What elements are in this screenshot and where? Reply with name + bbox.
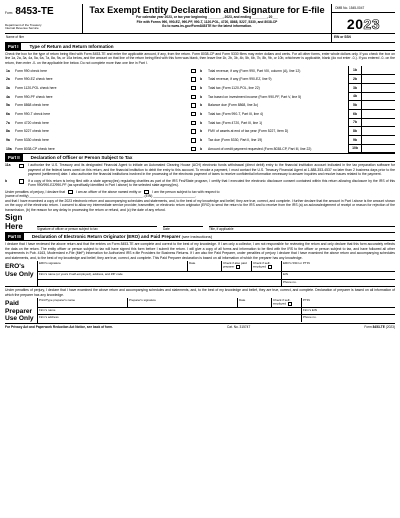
penalties-lead: Under penalties of perjury, I declare that [5,189,66,194]
line-letter: b [200,146,203,151]
state-disclosure [5,178,395,189]
part1-row [5,119,200,128]
penalties-declaration [5,189,395,214]
part1-row [5,136,200,145]
officer-title-field[interactable]: Title, if applicable [209,226,395,232]
ero-self-employed-label: Check if self-employed [253,260,271,269]
privacy-notice: For Privacy Act and Paperwork Reduction Act Notice, see back of form. [5,324,113,329]
line-number: 4a [6,94,10,99]
part1-amount-row [200,145,395,154]
form-type-label: Form 990 check here [15,68,48,73]
line-number: 1a [6,68,10,73]
ero-address-field[interactable] [38,280,282,286]
filer-name-field[interactable]: Name of filer [6,35,25,39]
line-number: 6a [6,112,10,117]
amount-field[interactable] [361,66,395,75]
form-id-block [5,4,83,33]
line-number: 5a [6,103,10,108]
line-box-label: 4b [348,93,361,102]
firm-name-field[interactable]: Firm's name [38,308,302,314]
tax-year [332,13,395,34]
firm-phone-field[interactable]: Phone no. [303,314,317,319]
line-letter: b [200,120,203,125]
firm-ein-field[interactable]: Firm's EIN [303,307,317,312]
amount-description: Total revenue, if any (Form 990-EZ, line 9) [208,77,272,82]
part1-amount-row [200,101,395,110]
year-outline: 23 [363,16,381,32]
firm-address-field[interactable]: Firm's address [38,315,302,322]
ero-signature-field[interactable]: ERO's signature [38,261,188,271]
preparer-self-employed-checkbox[interactable] [288,302,292,306]
line-box-label: 9b [348,136,361,145]
line-letter: b [200,68,203,73]
part3-title [24,234,212,240]
part3-tag: Part III [5,233,24,240]
form-type-checkbox[interactable] [191,112,196,117]
preparer-self-employed-label: Check if self-employed [273,297,291,306]
part1-header [5,43,395,51]
ach-authorization [5,162,395,177]
line-box-label: 7b [348,119,361,128]
line-letter: b [200,103,203,108]
sign-here-label: Sign Here [5,213,23,232]
form-prefix: Form [5,11,13,15]
part2-tag: Part II [5,154,23,161]
signature-fields [37,213,395,232]
line-number: 10a [6,146,12,151]
part1-row [5,84,200,93]
form-footer [5,324,395,329]
amount-description: Amount of credit payment requested (Form 8038-CP, Part III, line 22) [208,146,312,151]
penalties-body: and that I have examined a copy of the 2023 electronic return and accompanying schedules and statements, and, to the best of my knowledge and belief, they are true, correct, and complete. I further declare that the amount in Part I above is the amount shown on the copy of the electronic return. I consent to allow my intermediate service provider, transmitter, or electronic return originator (ERO) to send the return to the IRS and to receive from the IRS (a) an acknowledgement of receipt or reason for rejection of the transmission, (b) the reason for any delay in processing the return or refund, and (c) the date of any refund. [5,198,395,212]
line-box-label: 2b [348,75,361,84]
part1-amount-row [200,136,395,145]
ero-phone-field[interactable]: Phone no. [283,279,297,284]
irs-label: Internal Revenue Service [5,26,39,31]
part1-row [5,110,200,119]
also-paid-preparer-label: Check if also paid preparer [223,260,247,269]
state-disclosure-checkbox[interactable] [19,179,24,184]
part1-tag: Part I [5,43,21,50]
form-type-checkbox[interactable] [191,103,196,108]
officer-signature-field[interactable]: Signature of officer or person subject to tax [37,226,157,232]
line-box-label: 1b [348,66,361,75]
ero-use-only-label: ERO's Use Only [5,263,34,278]
amount-field[interactable] [361,127,395,136]
paid-preparer-grid [37,298,395,323]
form-number-value: 8453-TE [15,6,54,17]
form-type-checkbox[interactable] [191,147,196,152]
ero-firm-name-field[interactable]: Firm's name (or yours if self-employed), address, and ZIP code [38,272,282,279]
tax-year-line: For calendar year 2023, or tax year beginning ________, 2023, and ending ________, 20___ [136,15,278,20]
amount-field[interactable] [361,101,395,110]
omb-number: OMB No. 1545-0047 [332,4,395,13]
state-disclosure-text: If a copy of this return is being filed with a state agency(ies) regulating charities as part of the IRS Fed/State program, I certify that I executed the electronic disclosure consent contained within this return allowing disclosure by the IRS of this Form 990/990-EZ/990-PF (as specifically identified in Part I above) to the selected state agency(ies). [28,178,395,188]
footer-year: (2023) [385,324,395,329]
form-title: Tax Exempt Entity Declaration and Signature for E-file [89,5,325,15]
line-number: 8a [6,129,10,134]
person-subject-option: I am the person subject to tax with respect to [152,189,220,194]
amount-description: Balance due (Form 8868, line 3c) [208,103,259,108]
preparer-penalties-text: Under penalties of perjury, I declare that I have examined the above return and accompanying schedules and statements, and, to the best of my knowledge and belief, they are true, correct, and complete. Declaration of preparer is based on all information of which the preparer has any knowledge. [5,288,395,297]
form-type-label: Form 8038-CP check here [15,146,55,151]
line-letter: b [200,86,203,91]
amount-field[interactable] [361,136,395,145]
part3-see-instructions: (see instructions) [181,233,213,239]
dept-label: Department of the Treasury [5,22,42,27]
ero-declaration-text: I declare that I have reviewed the above return and that the entries on Form 8453-TE are complete and correct to the best of my knowledge. If I am only a collector, I am not responsible for reviewing the return and only declare that this form accurately reflects the data on the return. The entity officer or person subject to tax will have signed this form before I submit the return. I will give a copy of all forms and information to be filed with the IRS to the officer or person subject to tax, and have followed all other requirements in Pub. 4163, Modernized e-File (MeF) Information for Authorized IRS e-file Providers for Business Returns. If I am also the Paid Preparer, under penalties of perjury I declare that I have examined the above return and accompanying schedules and statements, and, to the best of my knowledge and belief, they are true, correct, and complete. This Paid Preparer declaration is based on all information of which the preparer has any knowledge. [5,242,395,260]
paid-preparer-label: Paid Preparer Use Only [5,300,34,323]
part3-title-text: Declaration of Electronic Return Originator (ERO) and Paid Preparer [31,233,181,239]
preparer-self-employed-cell[interactable] [272,298,302,307]
paid-preparer-section [5,298,395,324]
part1-amount-row [200,84,395,93]
omb-block [331,4,395,33]
preparer-name-field[interactable]: Print/Type preparer's name [38,298,128,307]
line-letter: b [200,112,203,117]
part1-amount-row [200,93,395,102]
line-number: 9a [6,138,10,143]
part3-header [5,233,395,241]
ein-field[interactable]: EIN or SSN [331,34,395,42]
form-type-label: Form 1120-POL check here [15,86,57,91]
preparer-signature-field[interactable]: Preparer's signature [128,298,238,307]
item-11a-number: 11a [5,163,11,168]
part1-amount-row [200,66,395,75]
ero-ssn-field[interactable]: ERO's SSN or PTIN [283,260,310,265]
amount-description: FMV of assets at end of tax year (Form 5227, Item D) [208,129,289,134]
part1-amount-row [200,75,395,84]
amount-description: Tax based on investment income (Form 990-PF, Part V, line 5) [208,94,302,99]
ach-checkbox[interactable] [19,164,24,169]
ero-grid [37,261,395,286]
ach-text: I authorize the U.S. Treasury and its designated Financial Agent to initiate an Automated Clearing House (ACH) electronic funds withdrawal (direct debit) entry to the financial institution account indicated in the tax preparation software for payment of the federal taxes owed on this return, and the financial institution to debit the entry to this account. To revoke a payment, I must contact the U.S. Treasury Financial Agent at 1-888-353-4537 no later than 2 business days prior to the payment (settlement) date. I also authorize the financial institutions involved in the processing of the electronic payment of taxes to receive confidential information necessary to answer inquiries and resolve issues related to the payment. [28,163,395,177]
part2-header [5,154,395,162]
line-number: 3a [6,86,10,91]
form-type-label: Form 5330 check here [15,138,49,143]
preparer-date-field[interactable]: Date [238,298,272,307]
form-type-checkbox[interactable] [191,129,196,134]
preparer-ptin-field[interactable]: PTIN [303,297,310,302]
sign-here-row [5,213,395,233]
part1-row [5,101,200,110]
form-type-label: Form 990-EZ check here [15,77,53,82]
ero-self-employed-checkbox[interactable] [268,265,272,269]
line-box-label: 3b [348,84,361,93]
part2-title: Declaration of Officer or Person Subject to Tax [30,154,133,160]
part1-amount-row [200,110,395,119]
line-letter: b [200,77,203,82]
entity-name-line[interactable]: (name of entity) ____________________________________________________________, (EIN) ______________________, [5,194,196,199]
line-box-label: 6b [348,110,361,119]
filer-row [5,34,395,43]
amount-field[interactable] [361,110,395,119]
amount-field[interactable] [361,84,395,93]
part1-table [5,66,395,154]
ero-section [5,261,395,287]
part1-row [5,145,200,154]
part1-amount-row [200,127,395,136]
item-11b-number: b [5,178,8,183]
line-box-label: 10b [348,145,361,154]
amount-field[interactable] [361,119,395,128]
line-letter: b [200,94,203,99]
info-url-line: Go to www.irs.gov/Form8453TE for the latest information. [161,23,253,28]
form-type-label: Form 990-T check here [15,112,51,117]
line-box-label: 8b [348,127,361,136]
department [5,24,42,31]
line-box-label: 5b [348,101,361,110]
part1-amount-row [200,119,395,128]
part1-row [5,75,200,84]
line-letter: b [200,138,203,143]
year-solid: 20 [346,16,364,32]
title-block [83,4,331,33]
amount-description: Tax due (Form 5330, Part II, line 19) [208,138,263,143]
amount-description: Total tax (Form 990-T, Part III, line 4) [208,112,264,117]
file-with-line: File with Forms 990, 990-EZ, 990-PF, 990-T, 1120-POL, 4720, 8868, 5227, 5330, and 8038-CP [136,19,278,24]
amount-field[interactable] [361,93,395,102]
ero-self-employed-cell[interactable] [252,261,282,271]
amount-description: Total tax (Form 4720, Part III, line 1) [208,120,263,125]
part1-instructions: Check the box for the type of return being filed with Form 8453-TE and enter the applicable amount, if any, from the return. Form 8038-CP and Form 5330 filers may enter dollars and cents. For all other forms, enter whole dollars only. If you check the box on line 1a, 2a, 3a, 4a, 5a, 6a, 7a, 8a, 9a, or 10a below, and the amount on that line of the return being filed with this form was blank, then leave line 1b, 2b, 3b, 4b, 5b, 6b, 7b, 8b, 9b, or 10b, whichever is applicable, blank (do not enter -0-). If you entered -0- on the return, then enter -0- on the applicable line below. Do not complete more than one line in Part I. [5,52,395,65]
part1-row [5,127,200,136]
amount-description: Total revenue, if any (Form 990, Part VIII, column (A), line 12) [208,68,301,73]
amount-field[interactable] [361,145,395,154]
form-type-checkbox[interactable] [191,69,196,74]
line-letter: b [200,129,203,134]
line-number: 7a [6,120,10,125]
ero-paid-preparer-cell[interactable] [222,261,252,271]
part1-title: Type of Return and Return Information [29,43,114,49]
ero-date-field[interactable]: Date [188,261,222,271]
form-type-checkbox[interactable] [191,77,196,82]
footer-form-id [364,325,395,329]
part1-amount-column [200,66,395,153]
officer-date-field[interactable]: Date [163,226,203,232]
form-type-checkbox[interactable] [191,121,196,126]
line-number: 2a [6,77,10,82]
also-paid-preparer-checkbox[interactable] [236,265,240,269]
footer-form-prefix: Form [364,324,372,329]
form-type-checkbox[interactable] [191,95,196,100]
form-type-label: Form 990-PF check here [15,94,53,99]
form-header [5,4,395,34]
footer-form-number: 8453-TE [372,324,385,329]
form-number [5,4,82,19]
form-type-label: Form 4720 check here [15,120,49,125]
part1-row [5,66,200,75]
catalog-number: Cat. No. 31574T [226,324,251,329]
amount-field[interactable] [361,75,395,84]
form-type-checkbox[interactable] [191,86,196,91]
amount-description: Total tax (Form 1120-POL, line 22) [208,86,260,91]
officer-option: I am an officer of the above named entity or [75,189,142,194]
form-type-label: Form 5227 check here [15,129,49,134]
part1-form-column [5,66,200,153]
ero-ein-field[interactable]: EIN [283,271,289,276]
form-type-checkbox[interactable] [191,138,196,143]
part1-row [5,93,200,102]
form-type-label: Form 8868 check here [15,103,49,108]
